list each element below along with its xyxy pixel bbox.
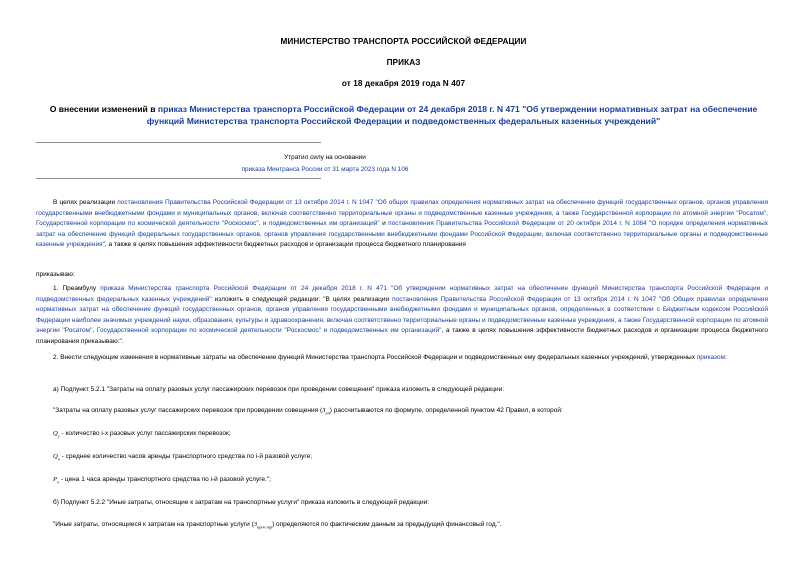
decree-1047-link[interactable]: постановления Правительства Российской Федерации от 13 октября 2014 г. N 1047 "Об общих правилах определения нормативных затрат на обеспечение функций государственных органов, органов управления государственными внебюджетными фондами и муниципальных органов, включая соответственно территориальные органы и подведомственные казенные учреждения, а также Государственной корпорации по атомной энергии "Росатом", Государственной корпорации по космической деятельности "Роскосмос", и подведомственных им организаций" <box>36 199 768 228</box>
definition-qch-text: - среднее количество часов аренды транспортного средства по i-й разовой услуге; <box>59 453 313 460</box>
bottom-divider <box>36 178 321 179</box>
decree-1047-link-2[interactable]: постановления Правительства Российской Федерации от 13 октября 2014 г. N 1047 "Об Общих правилах определения нормативных затрат на обеспечение функций государственных органов, органов управления государственными внебюджетными фондами и муниципальных органов, определенных в соответствии с Бюджетным кодексом Российской Федерации наиболее значимых учреждений науки, образования, культуры и здравоохранения, включая соответственно территориальные органы и подведомственные казенные учреждения, а также Государственной корпорации по атомной энергии "Росатом", Государственной корпорации по космической деятельности "Роскосмос" и подведомственных им организаций" <box>36 295 769 335</box>
repeal-note <box>36 152 614 175</box>
preamble-text-1: В целях реализации <box>53 199 118 206</box>
item-2-text-1: 2. Внести следующие изменения в нормативные затраты на обеспечение функций Министерства транспорта Российской Федерации и подведомственных ему федеральных казенных учреждений, утвержденных <box>53 354 697 361</box>
quote-b-text-2: ) определяются по фактическим данным за предыдущий финансовый год.". <box>272 521 502 528</box>
prikazom-link[interactable]: приказом <box>696 354 726 361</box>
definition-qch <box>53 452 768 465</box>
formula-symbol-zpp: $З_{пп}$ <box>322 407 330 416</box>
document-title <box>30 104 777 127</box>
preamble-text-3: , а также в целях повышения эффективности бюджетных расходов и организации процесса бюджетного планирования <box>104 241 466 249</box>
definition-qy <box>53 429 768 442</box>
item-1-paragraph <box>36 284 768 348</box>
order-471-link[interactable]: приказа Министерства транспорта Российской Федерации от 24 декабря 2018 г. N 471 "Об утверждении нормативных затрат на обеспечение функций Министерства транспорта Российской Федерации и подведомственных федеральных казенных учреждений" <box>36 285 768 303</box>
item-1-text-1: 1. Преамбулу <box>53 285 101 292</box>
title-order-link[interactable]: приказ Министерства транспорта Российской Федерации от 24 декабря 2018 г. N 471 "Об утверждении нормативных затрат на обеспечение функций Министерства транспорта Российской Федерации и подведомственных федеральных казенных учреждений" <box>146 104 758 126</box>
quote-b-text-1: "Иные затраты, относящиеся к затратам на транспортные услуги ( <box>53 521 254 528</box>
subitem-b: б) Подпункт 5.2.2 "Иные затраты, относящие к затратам на транспортные услуги" приказа изложить в следующей редакции: <box>53 499 430 506</box>
preamble-paragraph <box>36 198 768 251</box>
ministry-heading: МИНИСТЕРСТВО ТРАНСПОРТА РОССИЙСКОЙ ФЕДЕРАЦИИ <box>280 37 527 46</box>
item-1-text-2: изложить в следующей редакции: "В целях реализации <box>211 295 393 303</box>
preamble-text-2: и <box>379 220 389 228</box>
quote-a-text-2: ) рассчитываются по формуле, определенной пунктом 42 Правил, в которой: <box>329 407 563 414</box>
item-1-text-3: , а также в целях повышения эффективности бюджетных расходов и организации процесса бюджетного планирования приказываю:". <box>36 327 769 345</box>
doc-type-heading: ПРИКАЗ <box>386 58 421 67</box>
definition-pch <box>53 475 768 488</box>
formula-symbol-pch: $P_ч$ <box>53 476 60 485</box>
item-2-paragraph <box>36 353 768 364</box>
quote-a <box>53 406 768 419</box>
item-2-text-2: : <box>725 354 727 361</box>
formula-symbol-qy: $Q_у$ <box>53 430 60 439</box>
formula-symbol-zproch: $З_{проч тр}$ <box>253 521 273 530</box>
prikazyvayu-text: приказываю: <box>36 271 75 278</box>
definition-qy-text: - количество i-х разовых услуг пассажирских перевозок; <box>59 430 231 437</box>
quote-b <box>53 520 768 533</box>
top-divider <box>36 142 321 143</box>
repeal-order-link[interactable]: приказа Минтранса России от 31 марта 2023 года N 106 <box>241 165 409 173</box>
subitem-a: а) Подпункт 5.2.1 "Затраты на оплату разовых услуг пассажирских перевозок при проведении совещения" приказа изложить в следующей редакции: <box>53 386 505 393</box>
title-text: О внесении изменений в <box>49 104 158 114</box>
date-number-heading: от 18 декабря 2019 года N 407 <box>341 79 466 88</box>
formula-symbol-qch: $Q_ч$ <box>53 453 60 462</box>
repeal-note-text: Утратил силу на основании <box>284 154 366 161</box>
quote-a-text-1: "Затраты на оплату разовых услуг пассажирских перевозок при проведении совещения ( <box>53 407 323 414</box>
definition-pch-text: - цена 1 часа аренды транспортного средства по i-й разовой услуге."; <box>59 476 271 483</box>
decree-1084-link[interactable]: постановления Правительства Российской Федерации от 20 октября 2014 г. N 1084 "О порядке определения нормативных затрат на обеспечение функций федеральных государственных органов, органов управления государственными внебюджетными фондами Российской Федерации, включая соответственно территориальные органы и подведомственные казенные учреждения" <box>36 220 768 249</box>
